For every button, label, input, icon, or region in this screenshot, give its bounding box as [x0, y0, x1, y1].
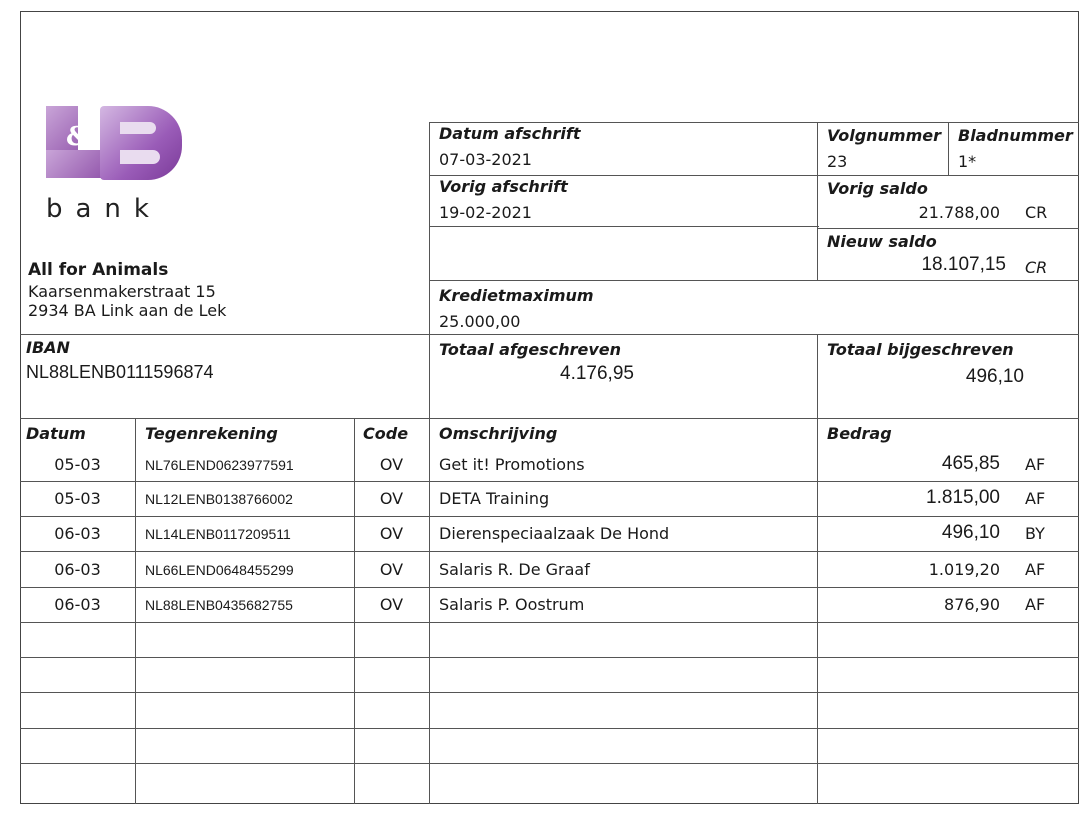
row-omschrijving: Salaris P. Oostrum	[439, 595, 585, 614]
row-type: AF	[1025, 455, 1046, 474]
volgnummer-label: Volgnummer	[827, 126, 942, 145]
bladnummer-value: 1*	[958, 152, 977, 171]
row-tegenrekening: NL66LEND0648455299	[145, 562, 294, 578]
nieuw-saldo-cr: CR	[1025, 258, 1048, 277]
row-tegenrekening: NL14LENB0117209511	[145, 526, 291, 542]
address-line-1: Kaarsenmakerstraat 15	[28, 282, 216, 301]
row-type: AF	[1025, 560, 1046, 579]
row-type: BY	[1025, 524, 1045, 543]
row-omschrijving: DETA Training	[439, 489, 550, 508]
header-tegenrekening: Tegenrekening	[145, 424, 278, 443]
row-bedrag: 496,10	[941, 522, 1000, 543]
row-datum: 05-03	[54, 489, 101, 508]
header-bedrag: Bedrag	[827, 424, 892, 443]
row-datum: 05-03	[54, 455, 101, 474]
header-code: Code	[363, 424, 409, 443]
bank-logo	[38, 78, 198, 238]
row-code: OV	[379, 595, 404, 614]
volgnummer-value: 23	[827, 152, 848, 171]
row-tegenrekening: NL12LENB0138766002	[145, 491, 293, 507]
datum-afschrift-label: Datum afschrift	[439, 124, 581, 143]
account-name: All for Animals	[28, 260, 169, 280]
row-tegenrekening: NL76LEND0623977591	[145, 457, 294, 473]
header-datum: Datum	[26, 424, 86, 443]
nieuw-saldo-label: Nieuw saldo	[827, 232, 937, 251]
totaal-afgeschreven-value: 4.176,95	[560, 363, 634, 384]
row-tegenrekening: NL88LENB0435682755	[145, 597, 293, 613]
row-bedrag: 1.019,20	[928, 560, 1000, 579]
row-code: OV	[379, 489, 404, 508]
row-type: AF	[1025, 489, 1046, 508]
row-bedrag: 876,90	[944, 595, 1000, 614]
totaal-bijgeschreven-value: 496,10	[965, 366, 1024, 387]
vorig-saldo-label: Vorig saldo	[827, 179, 928, 198]
row-code: OV	[379, 524, 404, 543]
vorig-saldo-value: 21.788,00	[918, 203, 1000, 222]
logo-wordmark: bank	[46, 194, 162, 224]
datum-afschrift-value: 07-03-2021	[439, 150, 532, 169]
vorig-afschrift-value: 19-02-2021	[439, 203, 532, 222]
totaal-afgeschreven-label: Totaal afgeschreven	[439, 340, 622, 359]
totaal-bijgeschreven-label: Totaal bijgeschreven	[827, 340, 1014, 359]
kredietmaximum-value: 25.000,00	[439, 312, 521, 331]
row-datum: 06-03	[54, 595, 101, 614]
iban-label: IBAN	[26, 338, 70, 357]
row-code: OV	[379, 560, 404, 579]
row-bedrag: 1.815,00	[926, 487, 1000, 508]
logo-ampersand: &	[66, 122, 90, 152]
iban-value: NL88LENB0111596874	[26, 362, 214, 382]
row-type: AF	[1025, 595, 1046, 614]
header-omschrijving: Omschrijving	[439, 424, 558, 443]
row-code: OV	[379, 455, 404, 474]
vorig-saldo-cr: CR	[1025, 203, 1048, 222]
vorig-afschrift-label: Vorig afschrift	[439, 177, 568, 196]
address-line-2: 2934 BA Link aan de Lek	[28, 301, 227, 320]
row-omschrijving: Salaris R. De Graaf	[439, 560, 590, 579]
nieuw-saldo-value: 18.107,15	[921, 254, 1006, 275]
row-datum: 06-03	[54, 560, 101, 579]
row-bedrag: 465,85	[941, 453, 1000, 474]
kredietmaximum-label: Kredietmaximum	[439, 286, 594, 305]
row-datum: 06-03	[54, 524, 101, 543]
bladnummer-label: Bladnummer	[958, 126, 1073, 145]
row-omschrijving: Get it! Promotions	[439, 455, 585, 474]
row-omschrijving: Dierenspeciaalzaak De Hond	[439, 524, 670, 543]
